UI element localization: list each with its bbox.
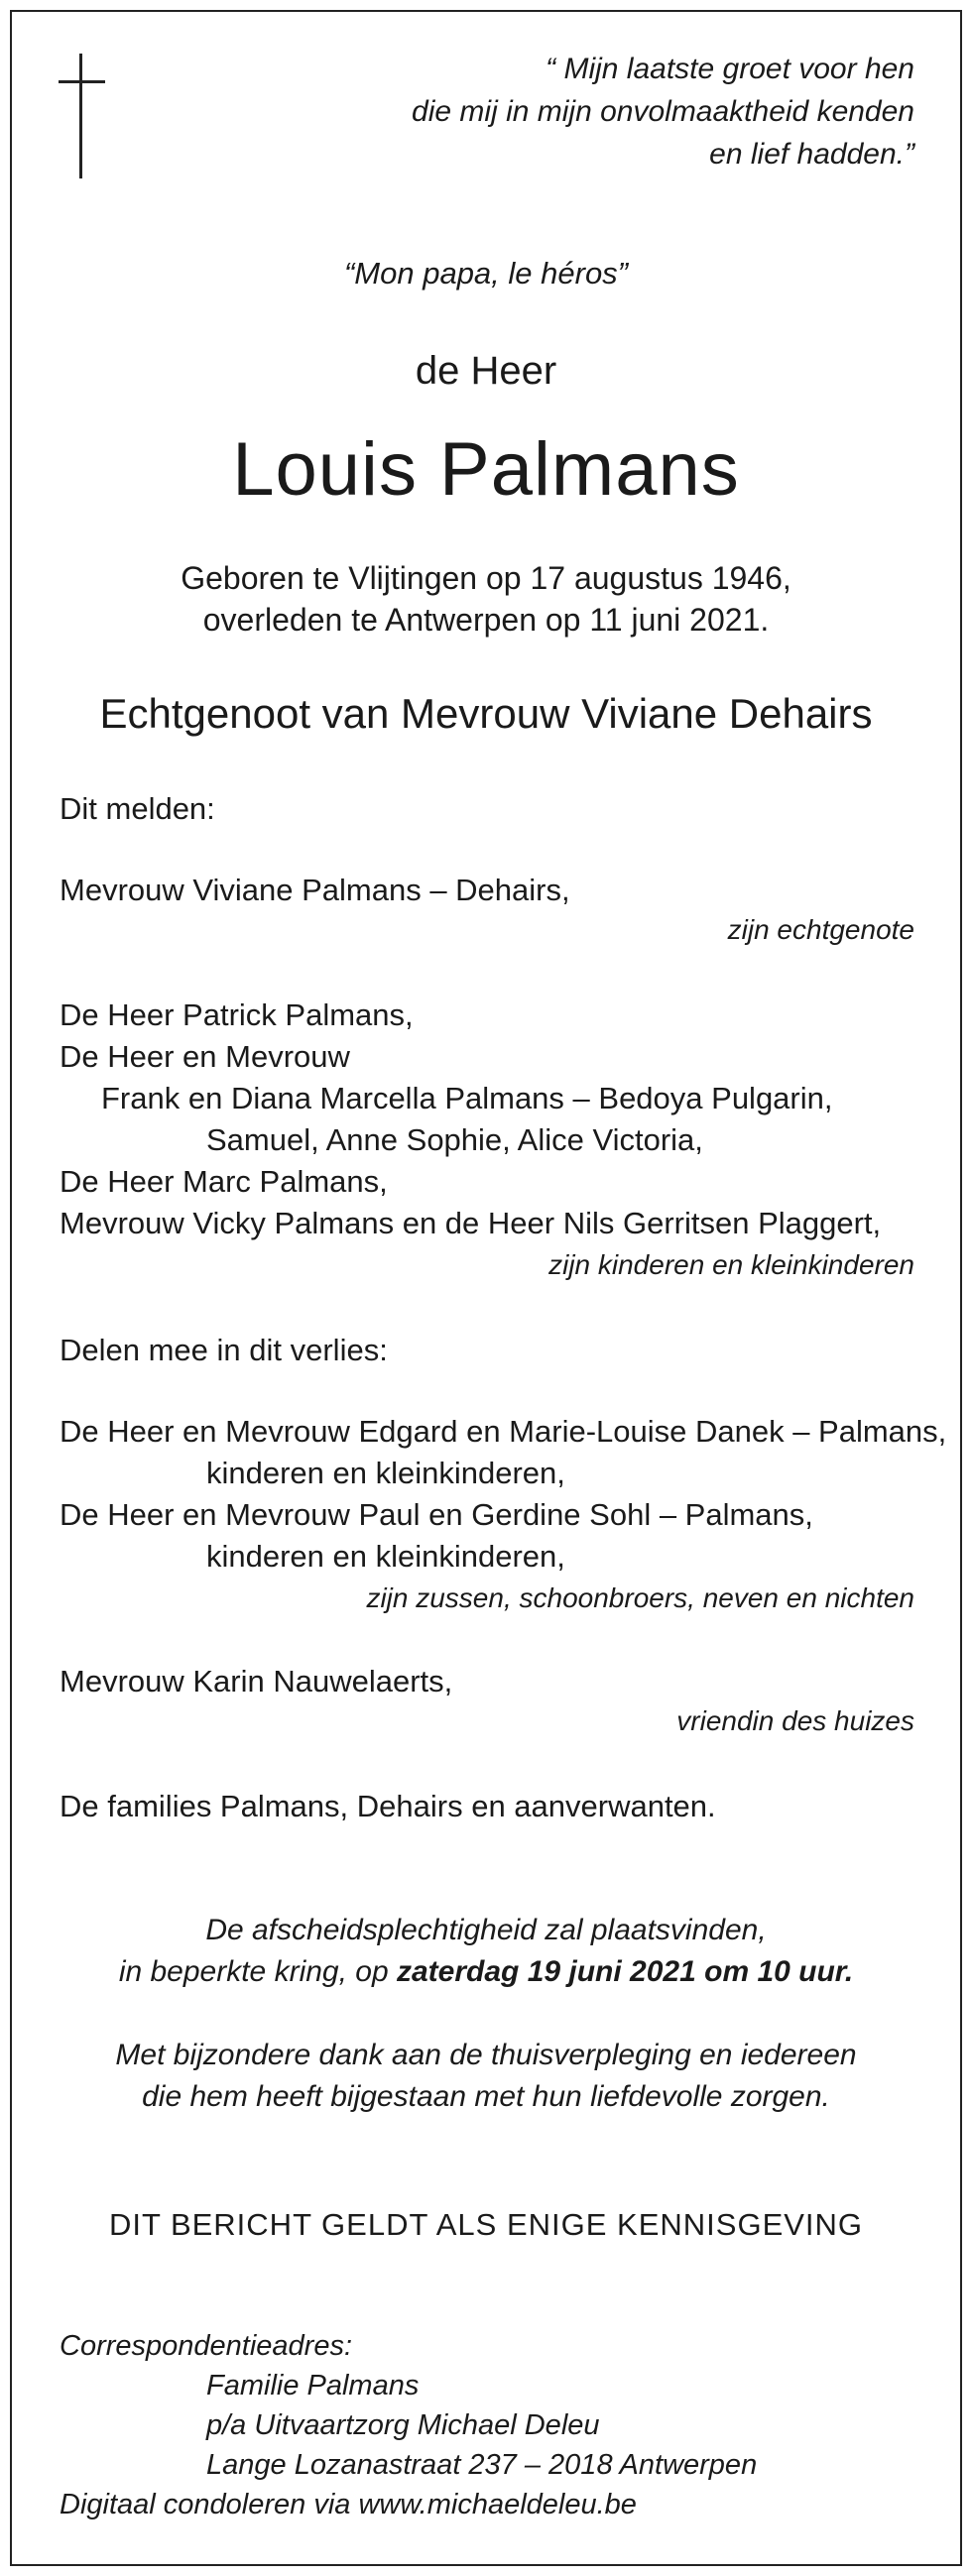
friend-name: Mevrouw Karin Nauwelaerts, [60,1664,453,1698]
friend-relation: vriendin des huizes [676,1705,914,1736]
siblings-relation: zijn zussen, schoonbroers, neven en nichten [366,1582,914,1613]
child-line: De Heer Patrick Palmans, [60,997,414,1032]
child-line: Frank en Diana Marcella Palmans – Bedoya Pulgarin, [101,1081,833,1115]
grandchildren-line: Samuel, Anne Sophie, Alice Victoria, [206,1122,703,1157]
notice: DIT BERICHT GELDT ALS ENIGE KENNISGEVING [108,2207,864,2242]
families-line: De families Palmans, Dehairs en aanverwanten. [60,1789,716,1823]
ceremony-date: zaterdag 19 juni 2021 om 10 uur. [396,1955,854,1988]
sibling-line: kinderen en kleinkinderen, [206,1456,565,1490]
child-line: De Heer Marc Palmans, [60,1164,388,1199]
children-relation: zijn kinderen en kleinkinderen [548,1249,914,1280]
sibling-line: kinderen en kleinkinderen, [206,1539,565,1574]
honorific: de Heer [415,349,557,393]
sibling-line: De Heer en Mevrouw Paul en Gerdine Sohl – Palmans, [60,1497,813,1532]
child-line: De Heer en Mevrouw [60,1039,350,1074]
widow-name: Mevrouw Viviane Palmans – Dehairs, [60,873,570,907]
deceased-name: Louis Palmans [232,427,740,512]
address-line: Familie Palmans [206,2370,420,2401]
thanks-line: die hem heeft bijgestaan met hun liefdevolle zorgen. [142,2080,830,2113]
cross-icon [79,54,82,178]
motto [379,48,914,176]
child-line: Mevrouw Vicky Palmans en de Heer Nils Gerritsen Plaggert, [60,1206,882,1240]
motto-line: die mij in mijn onvolmaaktheid kenden [412,95,914,128]
widow-relation: zijn echtgenote [727,914,914,945]
address-label: Correspondentieadres: [60,2330,353,2362]
address-line: Lange Lozanastraat 237 – 2018 Antwerpen [206,2449,758,2481]
ceremony-text: in beperkte kring, op [118,1955,397,1988]
motto-line: “ Mijn laatste groet voor hen [546,53,914,85]
condolence-link[interactable]: Digitaal condoleren via www.michaeldeleu.be [60,2489,637,2520]
intro: Dit melden: [60,791,215,826]
motto-line: en lief hadden.” [709,138,914,171]
sibling-line: De Heer en Mevrouw Edgard en Marie-Louise Danek – Palmans, [60,1414,947,1449]
share-intro: Delen mee in dit verlies: [60,1333,388,1367]
ceremony-line [0,1955,972,1989]
cross-icon-bar [59,80,105,83]
thanks-line: Met bijzondere dank aan de thuisverpleging en iedereen [115,2039,857,2071]
death-line: overleden te Antwerpen op 11 juni 2021. [202,602,770,638]
birth-death-info [0,557,972,641]
birth-line: Geboren te Vlijtingen op 17 augustus 1946, [181,560,791,596]
spouse-line: Echtgenoot van Mevrouw Viviane Dehairs [99,690,873,737]
address-line: p/a Uitvaartzorg Michael Deleu [206,2409,600,2441]
ceremony-line: De afscheidsplechtigheid zal plaatsvinden, [205,1914,767,1946]
quote: “Mon papa, le héros” [343,256,629,291]
